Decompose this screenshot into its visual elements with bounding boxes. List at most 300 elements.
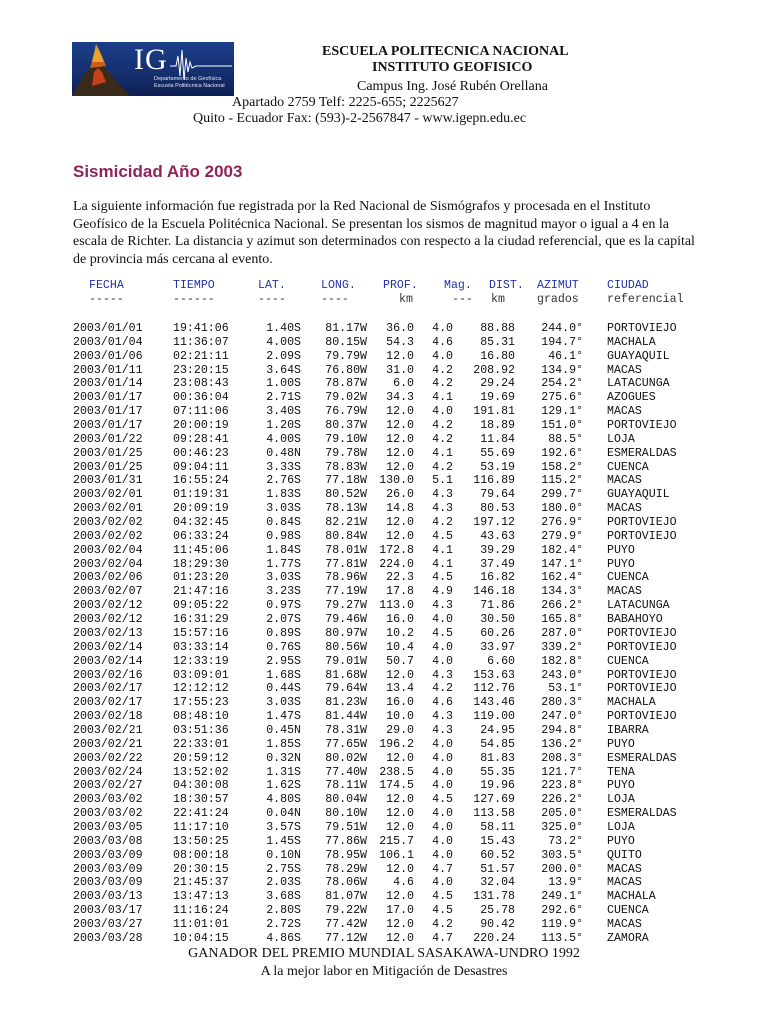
cell-dist: 51.57	[480, 862, 515, 876]
cell-time: 10:04:15	[173, 931, 229, 945]
cell-time: 13:47:13	[173, 890, 229, 904]
logo-text: IG	[134, 43, 168, 76]
cell-mag: 4.6	[432, 335, 453, 349]
cell-city: MACAS	[607, 502, 642, 516]
cell-mag: 4.0	[432, 765, 453, 779]
cell-long: 79.02W	[325, 391, 367, 405]
cell-azimut: 134.3°	[541, 585, 583, 599]
logo-subtitle-2: Escuela Politécnica Nacional	[154, 83, 225, 89]
cell-long: 81.23W	[325, 696, 367, 710]
page-title: Sismicidad Año 2003	[73, 162, 243, 181]
header-line-3: Campus Ing. José Rubén Orellana	[357, 79, 548, 94]
cell-azimut: 223.8°	[541, 779, 583, 793]
cell-mag: 4.1	[432, 543, 453, 557]
cell-date: 2003/03/08	[73, 834, 143, 848]
cell-long: 80.15W	[325, 335, 367, 349]
cell-date: 2003/02/16	[73, 668, 143, 682]
cell-depth: 16.0	[386, 613, 414, 627]
col-mag: Mag.	[444, 279, 472, 292]
cell-depth: 54.3	[386, 335, 414, 349]
cell-azimut: 158.2°	[541, 460, 583, 474]
cell-dist: 143.46	[473, 696, 515, 710]
cell-date: 2003/01/25	[73, 460, 143, 474]
cell-long: 78.06W	[325, 876, 367, 890]
cell-dist: 85.31	[480, 335, 515, 349]
cell-time: 01:23:20	[173, 571, 229, 585]
cell-dist: 32.04	[480, 876, 515, 890]
cell-city: ESMERALDAS	[607, 807, 677, 821]
cell-lat: 1.47S	[266, 710, 301, 724]
cell-date: 2003/03/09	[73, 876, 143, 890]
cell-azimut: 151.0°	[541, 419, 583, 433]
cell-azimut: 200.0°	[541, 862, 583, 876]
cell-time: 18:29:30	[173, 557, 229, 571]
cell-depth: 106.1	[379, 848, 414, 862]
cell-lat: 3.03S	[266, 696, 301, 710]
cell-depth: 12.0	[386, 446, 414, 460]
unit-prof: km	[399, 293, 413, 306]
cell-lat: 2.76S	[266, 474, 301, 488]
cell-depth: 50.7	[386, 654, 414, 668]
cell-date: 2003/02/01	[73, 488, 143, 502]
cell-city: ZAMORA	[607, 931, 649, 945]
cell-dist: 90.42	[480, 917, 515, 931]
cell-date: 2003/01/17	[73, 391, 143, 405]
cell-lat: 3.68S	[266, 890, 301, 904]
cell-depth: 224.0	[379, 557, 414, 571]
cell-azimut: 115.2°	[541, 474, 583, 488]
cell-city: CUENCA	[607, 904, 649, 918]
cell-depth: 12.0	[386, 751, 414, 765]
cell-long: 80.52W	[325, 488, 367, 502]
cell-time: 21:45:37	[173, 876, 229, 890]
cell-dist: 127.69	[473, 793, 515, 807]
cell-dist: 191.81	[473, 405, 515, 419]
cell-dist: 81.83	[480, 751, 515, 765]
cell-long: 78.29W	[325, 862, 367, 876]
col-azimut: AZIMUT	[537, 279, 579, 292]
cell-mag: 4.0	[432, 654, 453, 668]
cell-lat: 3.64S	[266, 363, 301, 377]
col-ciudad: CIUDAD	[607, 279, 649, 292]
cell-depth: 12.0	[386, 349, 414, 363]
cell-mag: 4.2	[432, 419, 453, 433]
cell-dist: 112.76	[473, 682, 515, 696]
cell-azimut: 266.2°	[541, 599, 583, 613]
cell-mag: 4.6	[432, 696, 453, 710]
cell-time: 06:33:24	[173, 529, 229, 543]
cell-mag: 4.1	[432, 557, 453, 571]
cell-time: 11:36:07	[173, 335, 229, 349]
cell-time: 04:32:45	[173, 516, 229, 530]
cell-long: 78.01W	[325, 543, 367, 557]
cell-azimut: 13.9°	[548, 876, 583, 890]
cell-long: 78.31W	[325, 723, 367, 737]
cell-dist: 6.60	[487, 654, 515, 668]
cell-lat: 1.31S	[266, 765, 301, 779]
cell-time: 04:30:08	[173, 779, 229, 793]
cell-lat: 0.45N	[266, 723, 301, 737]
cell-lat: 0.98S	[266, 529, 301, 543]
cell-lat: 0.48N	[266, 446, 301, 460]
cell-lat: 4.00S	[266, 335, 301, 349]
cell-dist: 131.78	[473, 890, 515, 904]
cell-long: 77.19W	[325, 585, 367, 599]
cell-azimut: 192.6°	[541, 446, 583, 460]
cell-time: 09:28:41	[173, 432, 229, 446]
cell-lat: 3.57S	[266, 820, 301, 834]
cell-city: PUYO	[607, 557, 635, 571]
cell-azimut: 244.0°	[541, 322, 583, 335]
cell-long: 79.51W	[325, 820, 367, 834]
cell-mag: 4.2	[432, 917, 453, 931]
cell-mag: 4.5	[432, 890, 453, 904]
cell-dist: 19.69	[480, 391, 515, 405]
cell-time: 23:20:15	[173, 363, 229, 377]
cell-city: PUYO	[607, 834, 635, 848]
cell-mag: 4.2	[432, 377, 453, 391]
cell-dist: 54.85	[480, 737, 515, 751]
cell-mag: 4.3	[432, 599, 453, 613]
cell-depth: 14.8	[386, 502, 414, 516]
cell-azimut: 136.2°	[541, 737, 583, 751]
cell-city: MACAS	[607, 405, 642, 419]
cell-depth: 12.0	[386, 432, 414, 446]
cell-long: 78.95W	[325, 848, 367, 862]
cell-lat: 1.68S	[266, 668, 301, 682]
cell-dist: 146.18	[473, 585, 515, 599]
cell-date: 2003/02/22	[73, 751, 143, 765]
cell-date: 2003/02/12	[73, 613, 143, 627]
cell-depth: 6.0	[393, 377, 414, 391]
cell-azimut: 113.5°	[541, 931, 583, 945]
cell-azimut: 280.3°	[541, 696, 583, 710]
cell-azimut: 247.0°	[541, 710, 583, 724]
cell-dist: 37.49	[480, 557, 515, 571]
header-line-4: Apartado 2759 Telf: 2225-655; 2225627	[232, 95, 459, 110]
cell-time: 09:05:22	[173, 599, 229, 613]
cell-city: GUAYAQUIL	[607, 349, 670, 363]
cell-lat: 3.33S	[266, 460, 301, 474]
cell-depth: 17.8	[386, 585, 414, 599]
cell-azimut: 292.6°	[541, 904, 583, 918]
cell-long: 79.10W	[325, 432, 367, 446]
cell-time: 03:51:36	[173, 723, 229, 737]
cell-date: 2003/01/17	[73, 405, 143, 419]
cell-lat: 0.10N	[266, 848, 301, 862]
cell-dist: 19.96	[480, 779, 515, 793]
cell-long: 81.07W	[325, 890, 367, 904]
cell-time: 03:09:01	[173, 668, 229, 682]
cell-lat: 2.07S	[266, 613, 301, 627]
cell-mag: 4.0	[432, 322, 453, 335]
cell-depth: 12.0	[386, 862, 414, 876]
cell-lat: 3.40S	[266, 405, 301, 419]
cell-lat: 2.80S	[266, 904, 301, 918]
intro-paragraph: La siguiente información fue registrada por la Red Nacional de Sismógrafos y procesada en el Instituto Geofísico de la Escuela Politécnica Nacional. Se presentan los sismos de magnitud mayor o igual a 4 en la escala de Richter. La distancia y azimut son determinados con respecto a la ciudad referencial, que es la capital de provincia más cercana al evento.	[73, 199, 695, 267]
cell-long: 78.96W	[325, 571, 367, 585]
cell-dist: 30.50	[480, 613, 515, 627]
cell-mag: 4.0	[432, 820, 453, 834]
col-tiempo: TIEMPO	[173, 279, 215, 292]
cell-date: 2003/02/14	[73, 640, 143, 654]
cell-long: 80.84W	[325, 529, 367, 543]
cell-lat: 0.04N	[266, 807, 301, 821]
cell-dist: 25.78	[480, 904, 515, 918]
cell-time: 16:55:24	[173, 474, 229, 488]
cell-time: 20:30:15	[173, 862, 229, 876]
cell-dist: 88.88	[480, 322, 515, 335]
cell-city: CUENCA	[607, 654, 649, 668]
cell-lat: 2.95S	[266, 654, 301, 668]
cell-azimut: 53.1°	[548, 682, 583, 696]
cell-date: 2003/02/18	[73, 710, 143, 724]
cell-date: 2003/02/12	[73, 599, 143, 613]
cell-city: LATACUNGA	[607, 377, 670, 391]
cell-date: 2003/01/17	[73, 419, 143, 433]
cell-date: 2003/02/07	[73, 585, 143, 599]
cell-date: 2003/01/01	[73, 322, 143, 335]
cell-city: BABAHOYO	[607, 613, 663, 627]
cell-long: 82.21W	[325, 516, 367, 530]
cell-depth: 10.0	[386, 710, 414, 724]
cell-time: 00:36:04	[173, 391, 229, 405]
cell-date: 2003/03/02	[73, 807, 143, 821]
cell-mag: 4.0	[432, 807, 453, 821]
cell-date: 2003/03/05	[73, 820, 143, 834]
institute-logo	[72, 42, 234, 96]
cell-depth: 12.0	[386, 931, 414, 945]
cell-mag: 4.3	[432, 710, 453, 724]
cell-city: GUAYAQUIL	[607, 488, 670, 502]
cell-mag: 4.5	[432, 793, 453, 807]
cell-lat: 3.23S	[266, 585, 301, 599]
cell-azimut: 180.0°	[541, 502, 583, 516]
cell-date: 2003/02/02	[73, 516, 143, 530]
cell-depth: 172.8	[379, 543, 414, 557]
cell-mag: 4.0	[432, 751, 453, 765]
cell-mag: 4.2	[432, 516, 453, 530]
cell-date: 2003/02/27	[73, 779, 143, 793]
cell-long: 79.64W	[325, 682, 367, 696]
cell-azimut: 46.1°	[548, 349, 583, 363]
cell-depth: 12.0	[386, 820, 414, 834]
cell-azimut: 325.0°	[541, 820, 583, 834]
cell-date: 2003/02/17	[73, 682, 143, 696]
cell-date: 2003/01/31	[73, 474, 143, 488]
header-line-1: ESCUELA POLITECNICA NACIONAL	[322, 44, 569, 59]
cell-city: PORTOVIEJO	[607, 322, 677, 335]
cell-lat: 1.40S	[266, 322, 301, 335]
cell-azimut: 165.8°	[541, 613, 583, 627]
dash-tiempo: ------	[173, 293, 215, 306]
cell-city: MACAS	[607, 474, 642, 488]
cell-city: PORTOVIEJO	[607, 640, 677, 654]
cell-time: 11:16:24	[173, 904, 229, 918]
cell-azimut: 276.9°	[541, 516, 583, 530]
cell-long: 80.37W	[325, 419, 367, 433]
cell-lat: 1.62S	[266, 779, 301, 793]
cell-depth: 238.5	[379, 765, 414, 779]
cell-date: 2003/02/14	[73, 654, 143, 668]
cell-lat: 1.00S	[266, 377, 301, 391]
cell-depth: 12.0	[386, 460, 414, 474]
unit-ciudad: referencial	[607, 293, 684, 306]
cell-city: PORTOVIEJO	[607, 626, 677, 640]
cell-long: 77.40W	[325, 765, 367, 779]
cell-mag: 4.5	[432, 571, 453, 585]
cell-azimut: 208.3°	[541, 751, 583, 765]
cell-long: 80.10W	[325, 807, 367, 821]
cell-long: 78.83W	[325, 460, 367, 474]
cell-dist: 16.80	[480, 349, 515, 363]
cell-time: 13:50:25	[173, 834, 229, 848]
cell-mag: 4.0	[432, 405, 453, 419]
cell-depth: 130.0	[379, 474, 414, 488]
cell-long: 79.27W	[325, 599, 367, 613]
cell-long: 76.80W	[325, 363, 367, 377]
cell-time: 17:55:23	[173, 696, 229, 710]
cell-lat: 3.03S	[266, 571, 301, 585]
cell-city: MACHALA	[607, 696, 656, 710]
cell-dist: 18.89	[480, 419, 515, 433]
cell-depth: 22.3	[386, 571, 414, 585]
cell-dist: 208.92	[473, 363, 515, 377]
cell-dist: 55.35	[480, 765, 515, 779]
cell-lat: 1.83S	[266, 488, 301, 502]
cell-dist: 60.52	[480, 848, 515, 862]
cell-date: 2003/02/02	[73, 529, 143, 543]
cell-depth: 12.0	[386, 793, 414, 807]
cell-depth: 10.2	[386, 626, 414, 640]
cell-date: 2003/02/04	[73, 557, 143, 571]
cell-time: 08:00:18	[173, 848, 229, 862]
cell-lat: 1.20S	[266, 419, 301, 433]
cell-azimut: 194.7°	[541, 335, 583, 349]
cell-mag: 4.1	[432, 446, 453, 460]
cell-azimut: 287.0°	[541, 626, 583, 640]
cell-date: 2003/03/28	[73, 931, 143, 945]
cell-mag: 4.2	[432, 460, 453, 474]
cell-lat: 2.75S	[266, 862, 301, 876]
cell-dist: 33.97	[480, 640, 515, 654]
cell-long: 76.79W	[325, 405, 367, 419]
cell-time: 22:41:24	[173, 807, 229, 821]
cell-city: LOJA	[607, 432, 635, 446]
cell-time: 15:57:16	[173, 626, 229, 640]
cell-lat: 1.45S	[266, 834, 301, 848]
cell-lat: 0.76S	[266, 640, 301, 654]
cell-azimut: 119.9°	[541, 917, 583, 931]
cell-dist: 24.95	[480, 723, 515, 737]
cell-depth: 196.2	[379, 737, 414, 751]
cell-depth: 113.0	[379, 599, 414, 613]
cell-city: QUITO	[607, 848, 642, 862]
cell-mag: 4.3	[432, 668, 453, 682]
dash-fecha: -----	[89, 293, 124, 306]
cell-depth: 12.0	[386, 890, 414, 904]
cell-time: 20:59:12	[173, 751, 229, 765]
cell-long: 80.56W	[325, 640, 367, 654]
cell-azimut: 205.0°	[541, 807, 583, 821]
cell-long: 79.22W	[325, 904, 367, 918]
cell-lat: 0.89S	[266, 626, 301, 640]
cell-depth: 10.4	[386, 640, 414, 654]
cell-long: 79.46W	[325, 613, 367, 627]
cell-long: 79.78W	[325, 446, 367, 460]
cell-azimut: 275.6°	[541, 391, 583, 405]
cell-city: PORTOVIEJO	[607, 668, 677, 682]
header-line-2: INSTITUTO GEOFISICO	[372, 60, 533, 75]
cell-dist: 15.43	[480, 834, 515, 848]
cell-dist: 113.58	[473, 807, 515, 821]
cell-mag: 4.3	[432, 723, 453, 737]
cell-long: 77.81W	[325, 557, 367, 571]
col-long: LONG.	[321, 279, 356, 292]
cell-date: 2003/01/25	[73, 446, 143, 460]
cell-lat: 4.80S	[266, 793, 301, 807]
cell-depth: 215.7	[379, 834, 414, 848]
cell-city: PORTOVIEJO	[607, 710, 677, 724]
cell-date: 2003/02/13	[73, 626, 143, 640]
cell-depth: 13.4	[386, 682, 414, 696]
cell-mag: 4.1	[432, 391, 453, 405]
cell-time: 09:04:11	[173, 460, 229, 474]
cell-dist: 43.63	[480, 529, 515, 543]
cell-mag: 4.0	[432, 848, 453, 862]
cell-long: 81.44W	[325, 710, 367, 724]
logo-subtitle-1: Departamento de Geofísica	[154, 76, 222, 82]
cell-long: 80.04W	[325, 793, 367, 807]
dash-lat: ----	[258, 293, 286, 306]
cell-dist: 11.84	[480, 432, 515, 446]
cell-azimut: 294.8°	[541, 723, 583, 737]
cell-city: MACAS	[607, 917, 642, 931]
cell-dist: 16.82	[480, 571, 515, 585]
cell-city: MACAS	[607, 876, 642, 890]
cell-lat: 2.72S	[266, 917, 301, 931]
cell-date: 2003/01/22	[73, 432, 143, 446]
cell-time: 12:12:12	[173, 682, 229, 696]
cell-depth: 4.6	[393, 876, 414, 890]
cell-lat: 1.77S	[266, 557, 301, 571]
cell-date: 2003/03/02	[73, 793, 143, 807]
cell-dist: 116.89	[473, 474, 515, 488]
cell-time: 16:31:29	[173, 613, 229, 627]
cell-depth: 12.0	[386, 917, 414, 931]
cell-lat: 3.03S	[266, 502, 301, 516]
cell-time: 13:52:02	[173, 765, 229, 779]
col-fecha: FECHA	[89, 279, 124, 292]
cell-azimut: 147.1°	[541, 557, 583, 571]
cell-depth: 26.0	[386, 488, 414, 502]
cell-dist: 53.19	[480, 460, 515, 474]
cell-depth: 12.0	[386, 807, 414, 821]
cell-long: 81.17W	[325, 322, 367, 335]
cell-depth: 17.0	[386, 904, 414, 918]
footer-subtitle: A la mejor labor en Mitigación de Desastres	[260, 964, 508, 979]
cell-long: 77.86W	[325, 834, 367, 848]
cell-time: 19:41:06	[173, 322, 229, 335]
cell-city: CUENCA	[607, 460, 649, 474]
cell-lat: 4.00S	[266, 432, 301, 446]
cell-lat: 2.09S	[266, 349, 301, 363]
cell-city: PORTOVIEJO	[607, 529, 677, 543]
cell-mag: 4.0	[432, 737, 453, 751]
cell-mag: 4.2	[432, 682, 453, 696]
cell-lat: 1.84S	[266, 543, 301, 557]
cell-time: 01:19:31	[173, 488, 229, 502]
